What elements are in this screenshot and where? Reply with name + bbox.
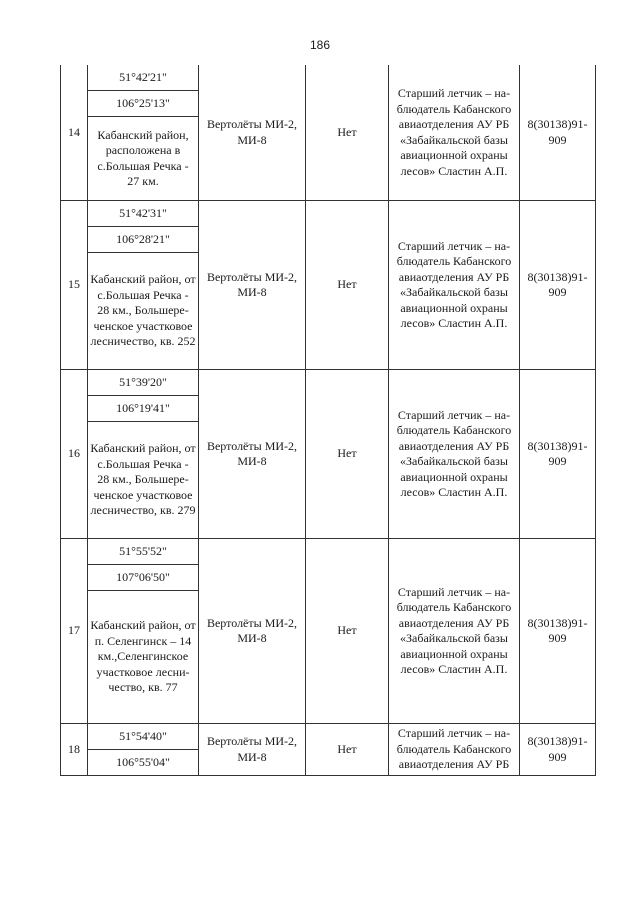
longitude-cell: 106°19'41" [88,396,199,422]
longitude-cell: 106°28'21" [88,227,199,253]
aircraft-cell: Вертолёты МИ-2, МИ-8 [199,65,306,201]
location-cell: Кабанский район, расположена в с.Большая Речка - 27 км. [88,117,199,201]
availability-cell: Нет [306,201,389,370]
availability-cell: Нет [306,370,389,539]
aircraft-cell: Вертолёты МИ-2, МИ-8 [199,201,306,370]
latitude-cell: 51°55'52" [88,539,199,565]
phone-cell: 8(30138)91-909 [520,65,596,201]
table-row [61,201,596,227]
latitude-cell: 51°39'20" [88,370,199,396]
responsible-person-cell: Старший летчик – на-блюдатель Кабанского авиаотделения АУ РБ «Забайкальской базы авиационной охраны лесов» Сластин А.П. [389,539,520,724]
location-cell: Кабанский район, от п. Селенгинск – 14 км.,Селенгинское участковое лесни-чество, кв. 77 [88,591,199,724]
phone-cell: 8(30138)91-909 [520,539,596,724]
location-cell: Кабанский район, от с.Большая Речка - 28 км., Большере-ченское участковое лесничество, кв. 252 [88,253,199,370]
responsible-person-cell: Старший летчик – на-блюдатель Кабанского авиаотделения АУ РБ «Забайкальской базы авиационной охраны лесов» Сластин А.П. [389,201,520,370]
phone-cell: 8(30138)91-909 [520,370,596,539]
longitude-cell: 107°06'50" [88,565,199,591]
latitude-cell: 51°54'40" [88,724,199,750]
aircraft-cell: Вертолёты МИ-2, МИ-8 [199,539,306,724]
table-row [61,539,596,565]
longitude-cell: 106°55'04" [88,750,199,776]
row-number: 16 [61,370,88,539]
aircraft-cell: Вертолёты МИ-2, МИ-8 [199,724,306,776]
availability-cell: Нет [306,65,389,201]
location-cell: Кабанский район, от с.Большая Речка - 28 км., Большере-ченское участковое лесничество, кв. 279 [88,422,199,539]
airfield-table [60,65,596,776]
availability-cell: Нет [306,539,389,724]
latitude-cell: 51°42'31" [88,201,199,227]
row-number: 15 [61,201,88,370]
row-number: 18 [61,724,88,776]
aircraft-cell: Вертолёты МИ-2, МИ-8 [199,370,306,539]
phone-cell: 8(30138)91-909 [520,724,596,776]
responsible-person-cell: Старший летчик – на-блюдатель Кабанского авиаотделения АУ РБ «Забайкальской базы авиационной охраны лесов» Сластин А.П. [389,370,520,539]
row-number: 17 [61,539,88,724]
longitude-cell: 106°25'13" [88,91,199,117]
page-number: 186 [309,38,331,52]
responsible-person-cell: Старший летчик – на-блюдатель Кабанского авиаотделения АУ РБ [389,724,520,776]
responsible-person-cell: Старший летчик – на-блюдатель Кабанского авиаотделения АУ РБ «Забайкальской базы авиационной охраны лесов» Сластин А.П. [389,65,520,201]
row-number: 14 [61,65,88,201]
availability-cell: Нет [306,724,389,776]
table-row [61,65,596,91]
latitude-cell: 51°42'21" [88,65,199,91]
phone-cell: 8(30138)91-909 [520,201,596,370]
table-row [61,370,596,396]
table-row [61,724,596,750]
